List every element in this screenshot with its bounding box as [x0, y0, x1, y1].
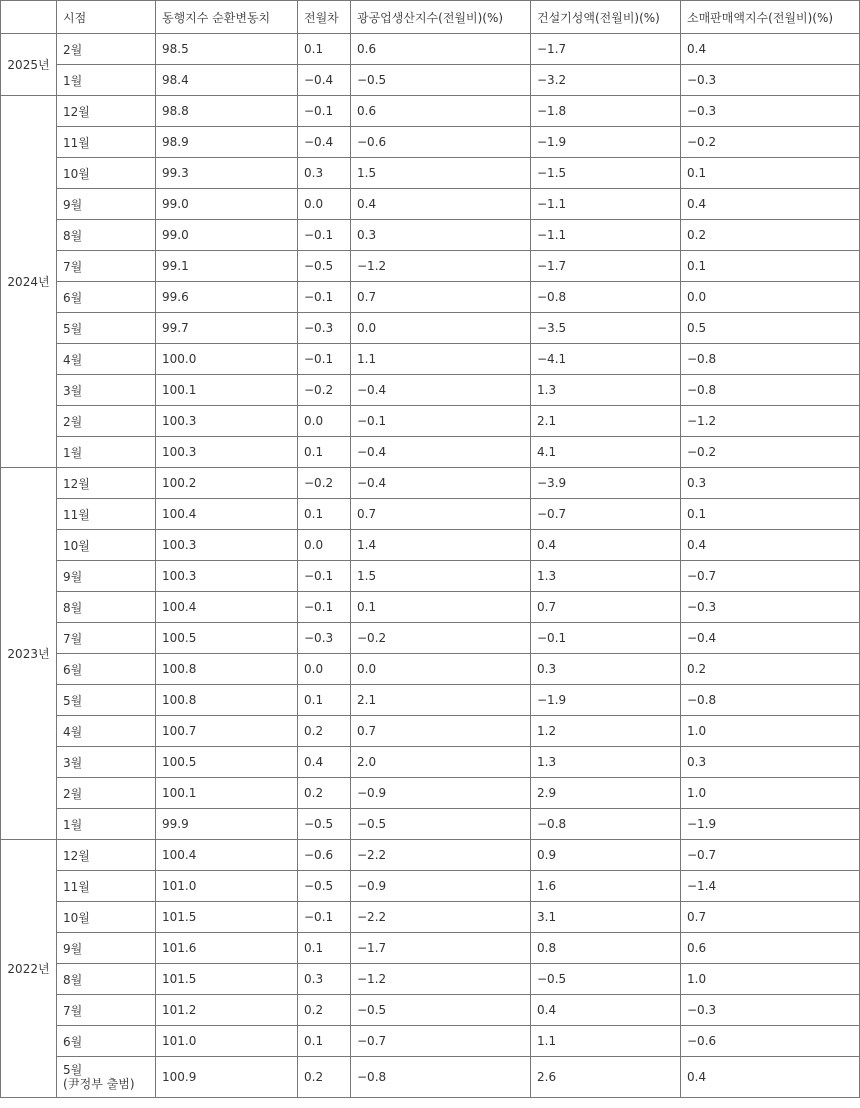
industrial-production-cell: −0.2	[351, 623, 531, 654]
retail-sales-cell: −1.2	[681, 406, 860, 437]
coincident-index-cell: 98.5	[156, 34, 298, 65]
coincident-index-cell: 100.5	[156, 623, 298, 654]
month-cell: 6월	[57, 1026, 156, 1057]
period-header: 시점	[57, 1, 156, 34]
construction-header: 건설기성액(전월비)(%)	[531, 1, 681, 34]
construction-cell: 0.4	[531, 995, 681, 1026]
retail-sales-cell: 0.1	[681, 158, 860, 189]
table-row	[1, 375, 860, 406]
retail-sales-cell: 0.4	[681, 34, 860, 65]
month-cell: 8월	[57, 964, 156, 995]
month-cell: 7월	[57, 251, 156, 282]
coincident-index-cell: 98.9	[156, 127, 298, 158]
industrial-production-header: 광공업생산지수(전월비)(%)	[351, 1, 531, 34]
retail-sales-cell: −0.7	[681, 840, 860, 871]
retail-sales-cell: 0.4	[681, 189, 860, 220]
coincident-index-cell: 99.6	[156, 282, 298, 313]
monthly-diff-cell: 0.1	[298, 1026, 351, 1057]
retail-sales-cell: −1.4	[681, 871, 860, 902]
monthly-diff-cell: 0.1	[298, 933, 351, 964]
coincident-index-cell: 100.1	[156, 778, 298, 809]
coincident-index-cell: 100.0	[156, 344, 298, 375]
coincident-index-cell: 100.4	[156, 840, 298, 871]
industrial-production-cell: −0.1	[351, 406, 531, 437]
table-row	[1, 96, 860, 127]
table-row	[1, 251, 860, 282]
table-row	[1, 220, 860, 251]
industrial-production-cell: 0.7	[351, 499, 531, 530]
retail-sales-cell: 0.4	[681, 1057, 860, 1098]
retail-sales-cell: −0.7	[681, 561, 860, 592]
year-cell: 2025년	[1, 34, 57, 96]
construction-cell: 1.3	[531, 375, 681, 406]
industrial-production-cell: −0.4	[351, 437, 531, 468]
coincident-index-cell: 100.7	[156, 716, 298, 747]
construction-cell: −1.8	[531, 96, 681, 127]
monthly-diff-cell: −0.1	[298, 344, 351, 375]
month-cell: 11월	[57, 499, 156, 530]
table-row	[1, 871, 860, 902]
coincident-index-cell: 100.4	[156, 592, 298, 623]
industrial-production-cell: 0.6	[351, 96, 531, 127]
month-cell: 5월	[57, 685, 156, 716]
monthly-diff-cell: −0.6	[298, 840, 351, 871]
table-row	[1, 530, 860, 561]
construction-cell: −1.7	[531, 251, 681, 282]
retail-sales-cell: 0.7	[681, 902, 860, 933]
table-row	[1, 499, 860, 530]
retail-sales-cell: −0.8	[681, 375, 860, 406]
table-row	[1, 592, 860, 623]
industrial-production-cell: 2.1	[351, 685, 531, 716]
coincident-index-cell: 101.0	[156, 1026, 298, 1057]
month-cell: 9월	[57, 561, 156, 592]
industrial-production-cell: 0.1	[351, 592, 531, 623]
retail-sales-cell: −0.2	[681, 437, 860, 468]
month-cell: 5월	[57, 313, 156, 344]
coincident-index-cell: 99.9	[156, 809, 298, 840]
retail-sales-cell: −0.8	[681, 685, 860, 716]
retail-sales-cell: 1.0	[681, 716, 860, 747]
retail-sales-cell: 0.0	[681, 282, 860, 313]
monthly-diff-cell: 0.0	[298, 189, 351, 220]
table-row	[1, 685, 860, 716]
construction-cell: 3.1	[531, 902, 681, 933]
year-cell: 2024년	[1, 96, 57, 468]
monthly-diff-cell: −0.3	[298, 623, 351, 654]
month-cell: 4월	[57, 716, 156, 747]
monthly-diff-header: 전월차	[298, 1, 351, 34]
coincident-index-cell: 101.2	[156, 995, 298, 1026]
coincident-index-header: 동행지수 순환변동치	[156, 1, 298, 34]
retail-sales-cell: −0.2	[681, 127, 860, 158]
month-cell: 2월	[57, 778, 156, 809]
monthly-diff-cell: 0.4	[298, 747, 351, 778]
industrial-production-cell: −0.4	[351, 468, 531, 499]
monthly-diff-cell: −0.1	[298, 282, 351, 313]
industrial-production-cell: −0.9	[351, 778, 531, 809]
retail-sales-cell: 0.3	[681, 747, 860, 778]
construction-cell: −1.1	[531, 189, 681, 220]
month-cell: 10월	[57, 530, 156, 561]
construction-cell: 0.9	[531, 840, 681, 871]
table-row	[1, 747, 860, 778]
month-cell: 12월	[57, 96, 156, 127]
construction-cell: 2.1	[531, 406, 681, 437]
table-row	[1, 623, 860, 654]
construction-cell: −0.5	[531, 964, 681, 995]
retail-sales-cell: 0.2	[681, 654, 860, 685]
construction-cell: 0.7	[531, 592, 681, 623]
month-cell: 11월	[57, 127, 156, 158]
month-cell: 2월	[57, 34, 156, 65]
construction-cell: 2.6	[531, 1057, 681, 1098]
industrial-production-cell: 1.4	[351, 530, 531, 561]
monthly-diff-cell: 0.3	[298, 964, 351, 995]
industrial-production-cell: 1.5	[351, 561, 531, 592]
month-cell: 3월	[57, 747, 156, 778]
table-row	[1, 809, 860, 840]
table-row	[1, 654, 860, 685]
coincident-index-cell: 100.8	[156, 654, 298, 685]
industrial-production-cell: −0.4	[351, 375, 531, 406]
construction-cell: −1.9	[531, 685, 681, 716]
retail-sales-cell: 0.6	[681, 933, 860, 964]
retail-sales-cell: −1.9	[681, 809, 860, 840]
table-body	[1, 34, 860, 1098]
monthly-diff-cell: −0.2	[298, 468, 351, 499]
table-row	[1, 840, 860, 871]
industrial-production-cell: −0.5	[351, 809, 531, 840]
industrial-production-cell: −0.8	[351, 1057, 531, 1098]
coincident-index-cell: 99.3	[156, 158, 298, 189]
industrial-production-cell: −0.7	[351, 1026, 531, 1057]
month-cell: 10월	[57, 158, 156, 189]
monthly-diff-cell: −0.5	[298, 871, 351, 902]
monthly-diff-cell: −0.3	[298, 313, 351, 344]
monthly-diff-cell: −0.1	[298, 220, 351, 251]
coincident-index-cell: 101.6	[156, 933, 298, 964]
table-row	[1, 1057, 860, 1098]
industrial-production-cell: 0.6	[351, 34, 531, 65]
monthly-diff-cell: 0.3	[298, 158, 351, 189]
monthly-diff-cell: 0.0	[298, 530, 351, 561]
construction-cell: 1.1	[531, 1026, 681, 1057]
coincident-index-cell: 100.3	[156, 561, 298, 592]
monthly-diff-cell: −0.1	[298, 561, 351, 592]
construction-cell: 1.2	[531, 716, 681, 747]
coincident-index-cell: 98.4	[156, 65, 298, 96]
table-row	[1, 344, 860, 375]
industrial-production-cell: 0.0	[351, 313, 531, 344]
month-cell: 1월	[57, 809, 156, 840]
monthly-diff-cell: −0.5	[298, 251, 351, 282]
year-cell: 2023년	[1, 468, 57, 840]
retail-sales-cell: −0.6	[681, 1026, 860, 1057]
coincident-index-cell: 99.0	[156, 220, 298, 251]
month-note: (尹정부 출범)	[63, 1077, 135, 1091]
table-row	[1, 34, 860, 65]
table-row	[1, 778, 860, 809]
monthly-diff-cell: −0.5	[298, 809, 351, 840]
monthly-diff-cell: 0.2	[298, 995, 351, 1026]
construction-cell: 1.6	[531, 871, 681, 902]
retail-sales-cell: 0.3	[681, 468, 860, 499]
monthly-diff-cell: −0.2	[298, 375, 351, 406]
monthly-diff-cell: 0.1	[298, 437, 351, 468]
table-row	[1, 65, 860, 96]
coincident-index-cell: 98.8	[156, 96, 298, 127]
month-cell: 2월	[57, 406, 156, 437]
table-row	[1, 127, 860, 158]
coincident-index-cell: 100.3	[156, 437, 298, 468]
industrial-production-cell: 0.7	[351, 282, 531, 313]
month-cell: 3월	[57, 375, 156, 406]
industrial-production-cell: 0.4	[351, 189, 531, 220]
monthly-diff-cell: 0.1	[298, 685, 351, 716]
industrial-production-cell: 2.0	[351, 747, 531, 778]
construction-cell: 1.3	[531, 561, 681, 592]
construction-cell: −0.7	[531, 499, 681, 530]
retail-sales-cell: −0.3	[681, 65, 860, 96]
table-row	[1, 158, 860, 189]
table-row	[1, 1026, 860, 1057]
construction-cell: −3.9	[531, 468, 681, 499]
table-row	[1, 716, 860, 747]
coincident-index-cell: 100.3	[156, 406, 298, 437]
monthly-diff-cell: −0.1	[298, 592, 351, 623]
industrial-production-cell: −1.2	[351, 964, 531, 995]
industrial-production-cell: −2.2	[351, 840, 531, 871]
industrial-production-cell: −2.2	[351, 902, 531, 933]
coincident-index-cell: 100.4	[156, 499, 298, 530]
table-row	[1, 995, 860, 1026]
month-cell: 1월	[57, 65, 156, 96]
coincident-index-cell: 99.0	[156, 189, 298, 220]
retail-sales-header: 소매판매액지수(전월비)(%)	[681, 1, 860, 34]
coincident-index-cell: 100.2	[156, 468, 298, 499]
construction-cell: 0.8	[531, 933, 681, 964]
coincident-index-cell: 101.0	[156, 871, 298, 902]
monthly-diff-cell: −0.1	[298, 96, 351, 127]
monthly-diff-cell: 0.1	[298, 499, 351, 530]
industrial-production-cell: −0.5	[351, 995, 531, 1026]
retail-sales-cell: 0.1	[681, 499, 860, 530]
retail-sales-cell: 0.5	[681, 313, 860, 344]
industrial-production-cell: −0.9	[351, 871, 531, 902]
construction-cell: 1.3	[531, 747, 681, 778]
retail-sales-cell: 0.4	[681, 530, 860, 561]
month-cell: 8월	[57, 592, 156, 623]
coincident-index-cell: 99.7	[156, 313, 298, 344]
month-cell: 10월	[57, 902, 156, 933]
month-cell: 12월	[57, 840, 156, 871]
industrial-production-cell: −1.2	[351, 251, 531, 282]
monthly-diff-cell: −0.1	[298, 902, 351, 933]
construction-cell: −1.9	[531, 127, 681, 158]
coincident-index-cell: 100.3	[156, 530, 298, 561]
construction-cell: −3.2	[531, 65, 681, 96]
table-row	[1, 189, 860, 220]
monthly-diff-cell: 0.2	[298, 716, 351, 747]
month-cell: 8월	[57, 220, 156, 251]
table-row	[1, 406, 860, 437]
retail-sales-cell: 0.2	[681, 220, 860, 251]
construction-cell: −1.5	[531, 158, 681, 189]
table-row	[1, 561, 860, 592]
industrial-production-cell: −1.7	[351, 933, 531, 964]
month-cell: 6월	[57, 654, 156, 685]
industrial-production-cell: −0.6	[351, 127, 531, 158]
month-cell: 9월	[57, 933, 156, 964]
construction-cell: −1.1	[531, 220, 681, 251]
industrial-production-cell: 0.0	[351, 654, 531, 685]
industrial-production-cell: −0.5	[351, 65, 531, 96]
retail-sales-cell: 1.0	[681, 778, 860, 809]
table-row	[1, 902, 860, 933]
table-row	[1, 964, 860, 995]
month-cell: 11월	[57, 871, 156, 902]
month-cell: 1월	[57, 437, 156, 468]
construction-cell: −0.8	[531, 282, 681, 313]
monthly-diff-cell: 0.2	[298, 1057, 351, 1098]
construction-cell: 0.4	[531, 530, 681, 561]
coincident-index-cell: 101.5	[156, 964, 298, 995]
monthly-diff-cell: 0.0	[298, 654, 351, 685]
construction-cell: 4.1	[531, 437, 681, 468]
table-row	[1, 313, 860, 344]
year-cell: 2022년	[1, 840, 57, 1098]
month-label: 5월	[63, 1063, 83, 1077]
month-cell: 7월	[57, 623, 156, 654]
construction-cell: −0.1	[531, 623, 681, 654]
construction-cell: −1.7	[531, 34, 681, 65]
retail-sales-cell: −0.3	[681, 96, 860, 127]
table-row	[1, 437, 860, 468]
coincident-index-cell: 100.5	[156, 747, 298, 778]
construction-cell: 2.9	[531, 778, 681, 809]
construction-cell: 0.3	[531, 654, 681, 685]
monthly-diff-cell: −0.4	[298, 65, 351, 96]
coincident-index-cell: 100.8	[156, 685, 298, 716]
industrial-production-cell: 0.7	[351, 716, 531, 747]
construction-cell: −0.8	[531, 809, 681, 840]
coincident-index-cell: 101.5	[156, 902, 298, 933]
industrial-production-cell: 1.1	[351, 344, 531, 375]
table-row	[1, 282, 860, 313]
retail-sales-cell: −0.3	[681, 592, 860, 623]
coincident-index-cell: 100.1	[156, 375, 298, 406]
coincident-index-cell: 99.1	[156, 251, 298, 282]
monthly-diff-cell: 0.2	[298, 778, 351, 809]
table-row	[1, 933, 860, 964]
month-cell	[57, 1057, 156, 1098]
retail-sales-cell: −0.3	[681, 995, 860, 1026]
industrial-production-cell: 0.3	[351, 220, 531, 251]
retail-sales-cell: −0.4	[681, 623, 860, 654]
construction-cell: −4.1	[531, 344, 681, 375]
month-cell: 9월	[57, 189, 156, 220]
month-cell: 4월	[57, 344, 156, 375]
year-header	[1, 1, 57, 34]
monthly-diff-cell: 0.0	[298, 406, 351, 437]
retail-sales-cell: −0.8	[681, 344, 860, 375]
industrial-production-cell: 1.5	[351, 158, 531, 189]
month-cell: 6월	[57, 282, 156, 313]
month-cell: 7월	[57, 995, 156, 1026]
month-cell: 12월	[57, 468, 156, 499]
retail-sales-cell: 0.1	[681, 251, 860, 282]
retail-sales-cell: 1.0	[681, 964, 860, 995]
header-row	[1, 1, 860, 34]
monthly-diff-cell: 0.1	[298, 34, 351, 65]
table-row	[1, 468, 860, 499]
monthly-diff-cell: −0.4	[298, 127, 351, 158]
construction-cell: −3.5	[531, 313, 681, 344]
coincident-index-cell: 100.9	[156, 1057, 298, 1098]
